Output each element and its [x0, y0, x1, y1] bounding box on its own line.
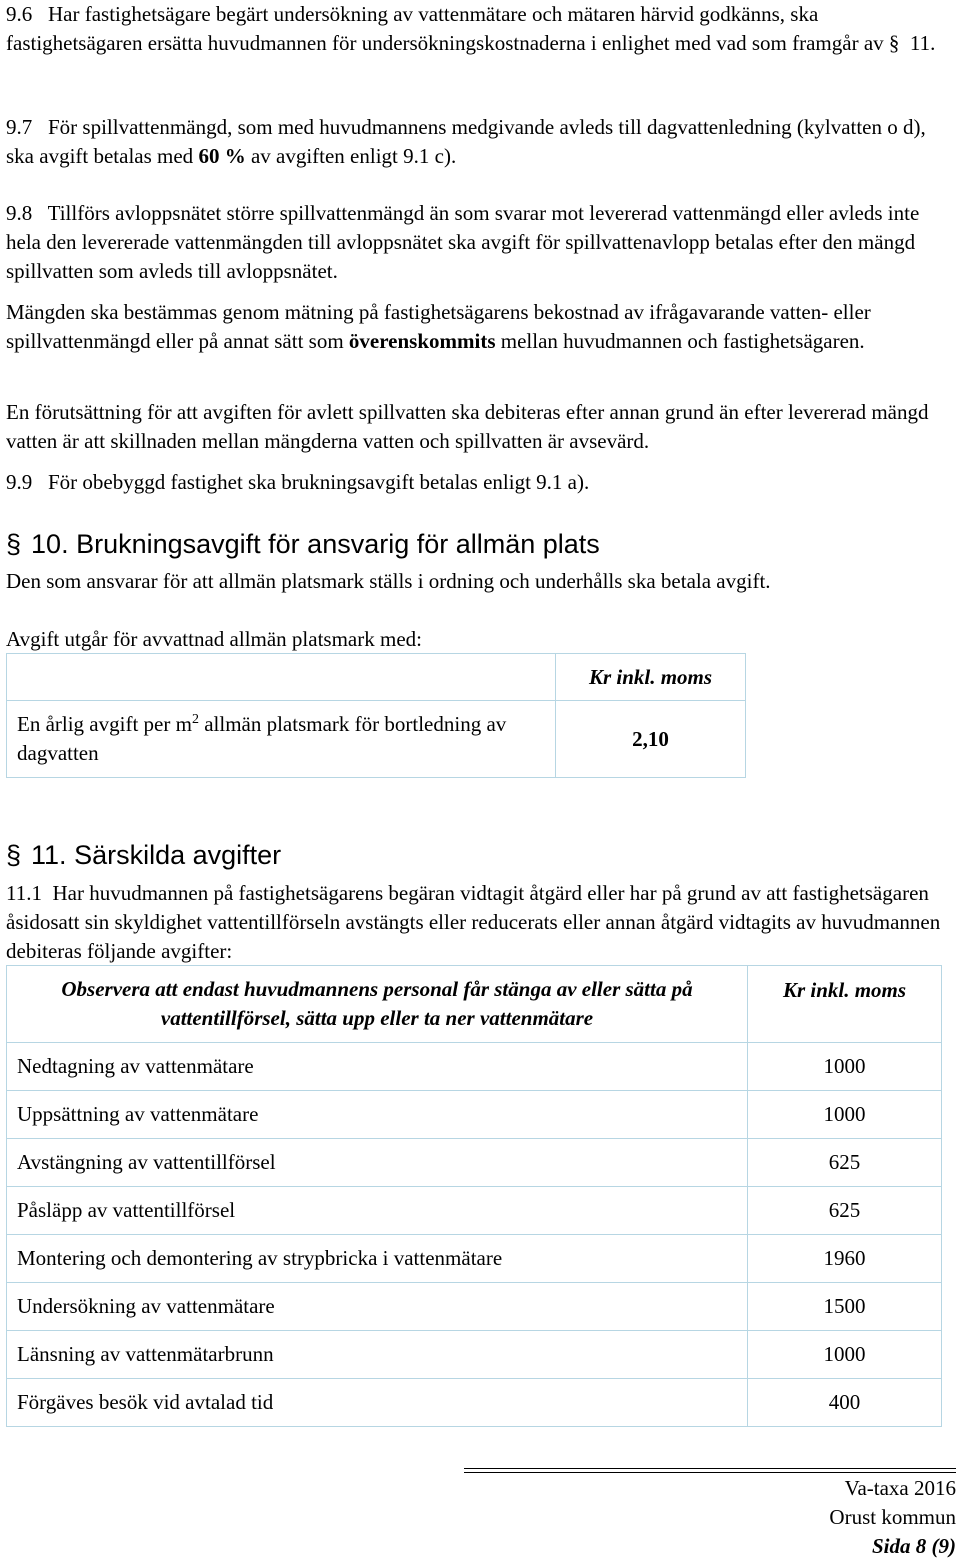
table-row: [7, 1091, 942, 1139]
section-sign: §: [6, 840, 22, 870]
clause-number: 9.6: [6, 2, 33, 26]
paragraph-9-8: [6, 199, 956, 286]
price-column-header: Kr inkl. moms: [556, 654, 746, 701]
paragraph-9-8-quantity: [6, 298, 956, 356]
fee-label: Länsning av vattenmätarbrunn: [7, 1331, 748, 1379]
bold-term: överenskommits: [348, 329, 496, 353]
fee-value: 2,10: [556, 701, 746, 778]
fee-value: 1000: [748, 1331, 942, 1379]
footer-divider: [464, 1468, 956, 1469]
superscript: 2: [191, 712, 199, 727]
clause-number: 9.8: [6, 201, 33, 225]
clause-text-end: av avgiften enligt 9.1 c).: [250, 144, 457, 168]
footer-divider-thin: [464, 1472, 956, 1473]
clause-text: Tillförs avloppsnätet större spillvattenmängd än som svarar mot levererad vattenmängd eller avleds inte hela den levererade vattenmängden till avloppsnätet ska avgift för spillvattenavlopp betalas efter den mängd spillvatten som avleds till avloppsnätet.: [6, 201, 920, 283]
section-heading-11: [6, 839, 281, 871]
clause-number: 9.7: [6, 115, 33, 139]
paragraph-text: Mängden ska bestämmas genom mätning på fastighetsägarens bekostnad av ifrågavarande vatten- eller spillvattenmängd eller på annat sätt som: [6, 300, 871, 353]
clause-number: 9.9: [6, 470, 33, 494]
fee-description-text-end: allmän platsmark för bortledning av dagvatten: [17, 712, 507, 765]
fee-label: Undersökning av vattenmätare: [7, 1283, 748, 1331]
fee-label: Påsläpp av vattentillförsel: [7, 1187, 748, 1235]
paragraph-9-9: [6, 468, 956, 497]
clause-text: För obebyggd fastighet ska brukningsavgift betalas enligt 9.1 a).: [48, 470, 590, 494]
section-sign: §: [6, 529, 22, 559]
clause-text: Har fastighetsägare begärt undersökning av vattenmätare och mätaren härvid godkänns, ska fastighetsägaren ersätta huvudmannen för undersökningskostnaderna i enlighet med vad som framgår av: [6, 2, 884, 55]
table-row: [7, 1187, 942, 1235]
fee-label: Avstängning av vattentillförsel: [7, 1139, 748, 1187]
percentage-value: 60 %: [198, 144, 246, 168]
table-cell-empty: [7, 654, 556, 701]
paragraph-9-7: [6, 113, 956, 171]
table-row: [7, 1379, 942, 1427]
fee-value: 1500: [748, 1283, 942, 1331]
paragraph-11-1: [6, 879, 956, 966]
price-column-header: Kr inkl. moms: [748, 966, 942, 1043]
fee-value: 1000: [748, 1043, 942, 1091]
paragraph-9-8-condition: En förutsättning för att avgiften för avlett spillvatten ska debiteras efter annan grund än efter levererad mängd vatten är att skillnaden mellan mängderna vatten och spillvatten är avsevärd.: [6, 400, 929, 453]
clause-number: 11.1: [6, 881, 42, 905]
table-row: [7, 1283, 942, 1331]
section-title: 10. Brukningsavgift för ansvarig för allmän plats: [31, 529, 600, 559]
table-header-row: [7, 966, 942, 1043]
footer-organization: Orust kommun: [829, 1505, 956, 1529]
paragraph-9-6: [6, 0, 956, 58]
fee-value: 1000: [748, 1091, 942, 1139]
fee-label: Förgäves besök vid avtalad tid: [7, 1379, 748, 1427]
section-reference: 11.: [909, 31, 936, 55]
footer-document-name: Va-taxa 2016: [844, 1476, 956, 1500]
clause-text: Har huvudmannen på fastighetsägarens begäran vidtagit åtgärd eller har på grund av att fastighetsägaren åsidosatt sin skyldighet vattentillförseln avstängts eller reducerats eller annan åtgärd vidtagits av huvudmannen debiteras följande avgifter:: [6, 881, 941, 963]
fee-value: 625: [748, 1187, 942, 1235]
section-sign: §: [888, 31, 900, 55]
special-fees-table: [6, 965, 942, 1427]
paragraph-10-text: Den som ansvarar för att allmän platsmark ställs i ordning och underhålls ska betala avgift.: [6, 569, 771, 593]
table-row: [7, 1139, 942, 1187]
fee-description: [7, 701, 556, 778]
fee-description-text: En årlig avgift per m: [17, 712, 192, 736]
staff-notice: Observera att endast huvudmannens personal får stänga av eller sätta på vattentillförsel, sätta upp eller ta ner vattenmätare: [7, 966, 748, 1043]
section-title: 11. Särskilda avgifter: [31, 840, 282, 870]
fee-label: Nedtagning av vattenmätare: [7, 1043, 748, 1091]
table-row: [7, 1235, 942, 1283]
clause-text: För spillvattenmängd, som med huvudmannens medgivande avleds till dagvattenledning (kylvatten o d), ska avgift betalas med: [6, 115, 926, 168]
fee-value: 625: [748, 1139, 942, 1187]
table-row: [7, 1331, 942, 1379]
footer-page-number: Sida 8 (9): [872, 1534, 956, 1558]
table-row: [7, 1043, 942, 1091]
fee-value: 400: [748, 1379, 942, 1427]
section-heading-10: [6, 528, 600, 560]
table-header-row: [7, 654, 746, 701]
paragraph-10-intro: Avgift utgår för avvattnad allmän platsmark med:: [6, 627, 422, 651]
fee-value: 1960: [748, 1235, 942, 1283]
fee-label: Uppsättning av vattenmätare: [7, 1091, 748, 1139]
fee-table-public-land: [6, 653, 746, 778]
paragraph-text-end: mellan huvudmannen och fastighetsägaren.: [500, 329, 865, 353]
fee-label: Montering och demontering av strypbricka i vattenmätare: [7, 1235, 748, 1283]
table-row: [7, 701, 746, 778]
